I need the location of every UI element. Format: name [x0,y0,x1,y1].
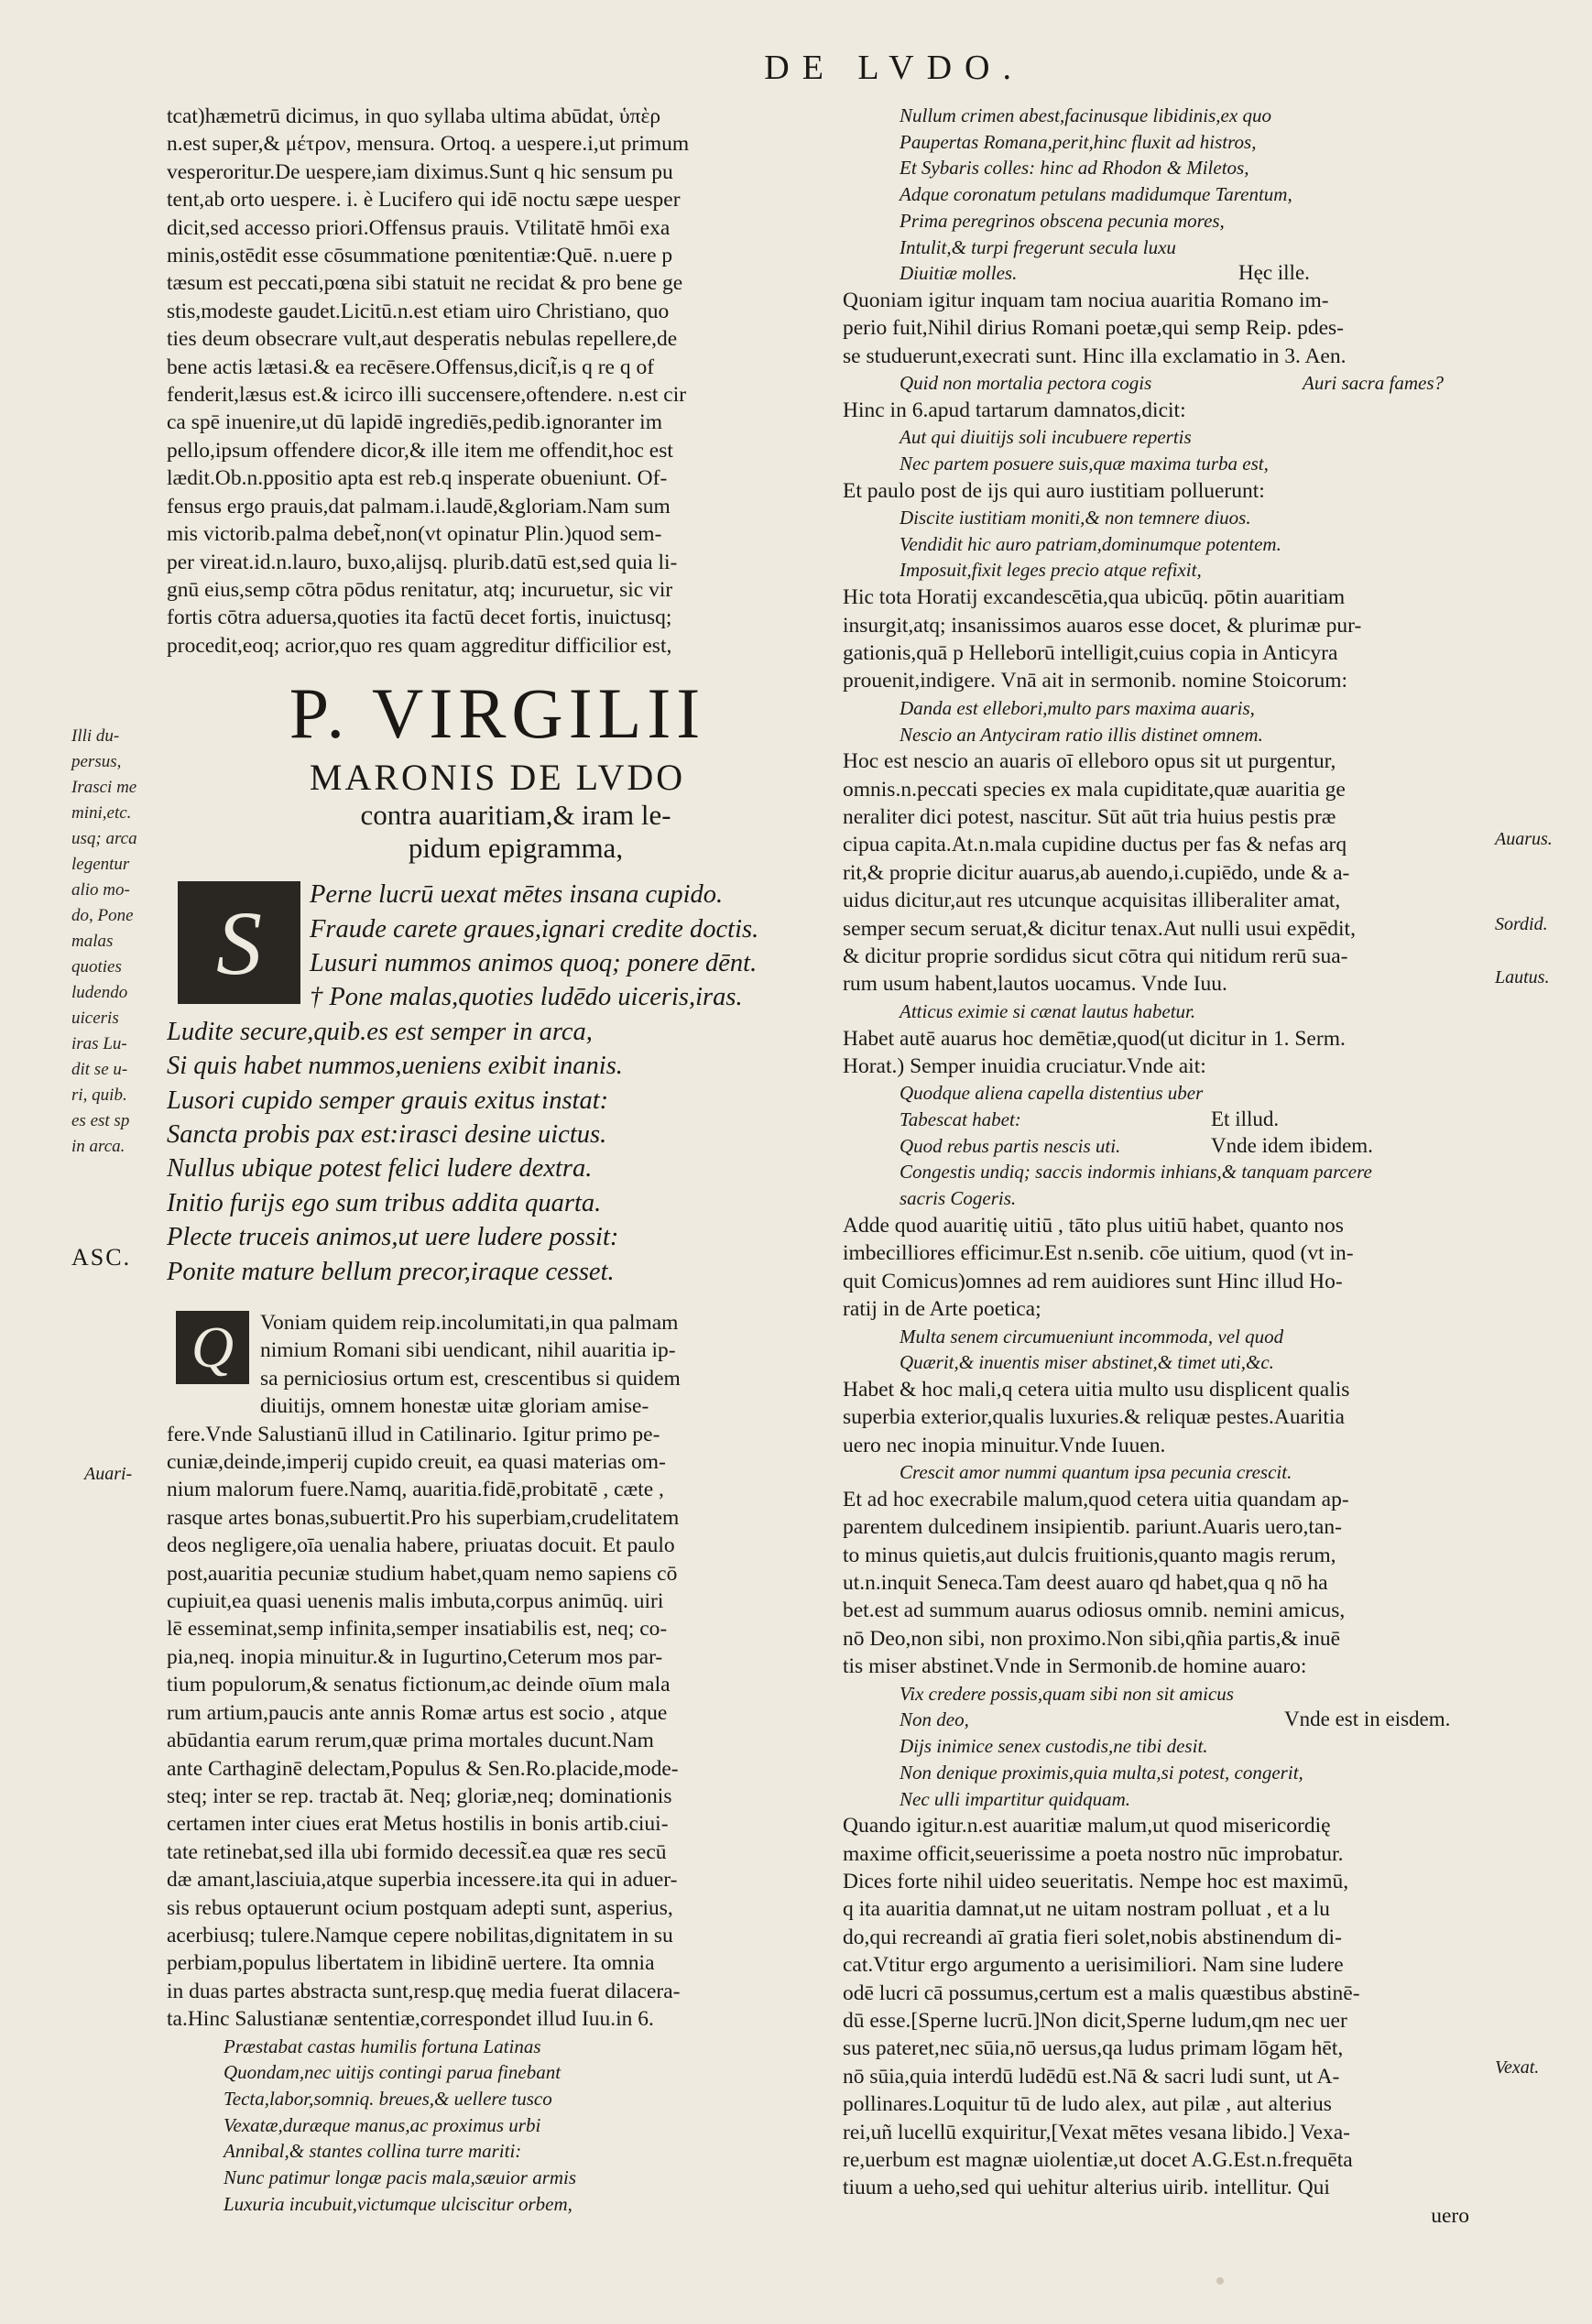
quoted-verse: Quærit,& inuentis miser abstinet,& timet uti,&c. [900,1351,1274,1374]
text-line: tium populorum,& senatus fictionum,ac deinde oīum mala [167,1673,671,1697]
quoted-verse: Annibal,& stantes collina turre mariti: [224,2140,522,2163]
text-line: uidus dicitur,aut res utcunque acquisitas illiberaliter amat, [843,889,1341,913]
text-line: maxime officit,seuerissime a poeta nostro nūc improbatur. [843,1841,1344,1866]
quoted-verse: Diuitiæ molles. [900,262,1018,285]
attribution: Vnde est in eisdem. [1284,1708,1451,1731]
text-line: stis,modeste gaudet.Licitū.n.est etiam uiro Christiano, quo [167,299,670,323]
epigram-subtitle-line: contra auaritiam,& iram le- [360,799,671,832]
text-line: neraliter dici potest, nascitur. Sūt aūt tria huius pestis præ [843,805,1336,830]
margin-note-line: alio mo- [71,880,130,900]
text-line: perbiam,populus libertatem in libidinē uertere. Ita omnia [167,1951,655,1976]
quoted-verse: Crescit amor nummi quantum ipsa pecunia crescit. [900,1461,1292,1484]
quoted-verse: Luxuria incubuit,victumque ulciscitur orbem, [224,2192,572,2215]
text-line: rum artium,paucis ante annis Romæ artus est socio , atque [167,1700,668,1725]
text-line: insurgit,atq; insanissimos auaros esse docet, & plurimæ pur- [843,613,1362,638]
text-line: Et ad hoc execrabile malum,quod cetera uitia quandam ap- [843,1487,1349,1511]
text-line: nium malorum fuere.Namq, auaritia.fidē,probitatē , cæte , [167,1478,664,1502]
text-line: ratij in de Arte poetica; [843,1297,1041,1322]
quoted-verse: Nescio an Antyciram ratio illis distinet omnem. [900,723,1263,746]
margin-note-line: uiceris [71,1009,119,1028]
running-head: DE LVDO. [764,49,1024,87]
margin-note-line: legentur [71,855,130,874]
text-line: do,qui recreandi aī gratia fieri solet,nobis abstinendum di- [843,1925,1342,1949]
text-line: imbecilliores efficimur.Est n.senib. cōe uitium, quod (vt in- [843,1241,1354,1266]
quoted-verse: Prima peregrinos obscena pecunia mores, [900,209,1225,232]
quoted-verse: Danda est ellebori,multo pars maxima auaris, [900,696,1255,719]
quoted-verse: Nunc patimur longæ pacis mala,sæuior armis [224,2166,577,2189]
decorated-initial-s: S [178,881,300,1004]
epigram-subtitle-line: pidum epigramma, [408,832,624,865]
quoted-verse: Nec partem posuere suis,quæ maxima turba est, [900,452,1269,475]
text-line: quit Comicus)omnes ad rem auidiores sunt Hinc illud Ho- [843,1269,1343,1293]
text-line: Quoniam igitur inquam tam nociua auaritia Romano im- [843,288,1329,312]
text-line: ties deum obsecrare vult,aut desperatis nebulas repellere,de [167,327,678,352]
text-line: per vireat.id.n.lauro, buxo,alijsq. plurib.datū est,sed quia li- [167,550,678,574]
text-line: ut.n.inquit Seneca.Tam deest auaro qd habet,qua q nō ha [843,1571,1328,1596]
text-line: pia,neq. inopia minuitur.& in Iugurtino,Ceterum mos par- [167,1644,663,1669]
attribution: Et illud. [1211,1107,1280,1131]
text-line: cuniæ,deinde,imperij cupido creuit, ea quasi materias om- [167,1450,666,1475]
quoted-verse-row [843,260,1486,287]
catchword: uero [1431,2203,1469,2228]
text-line: pello,ipsum offendere dicor,& ille item me offendit,hoc est [167,438,673,463]
text-line: q ita auaritia damnat,ut ne uitam nostram polluat , et a lu [843,1897,1330,1922]
quoted-verse: Aut qui diuitijs soli incubuere repertis [900,426,1192,449]
text-line: prouenit,indigere. Vnā ait in sermonib. nomine Stoicorum: [843,669,1348,693]
margin-note-line: Illi du- [71,726,120,746]
margin-note-line: es est sp [71,1111,130,1130]
text-line: rei,uñ lucellū exquiritur,[Vexat mētes vesana libido.] Vexa- [843,2120,1350,2144]
epigram-title: P. VIRGILII [289,673,706,754]
right-column [843,103,1486,2230]
text-line: tiuum a ueho,sed qui uehitur alterius uirib. intellitur. Qui [843,2176,1330,2200]
margin-note-line: Irasci me [71,778,137,797]
text-line: nimium Romani sibi uendicant, nihil auaritia ip- [260,1338,676,1363]
page-speck [1216,2277,1224,2285]
text-line: Hinc in 6.apud tartarum damnatos,dicit: [843,398,1186,422]
text-line: & dicitur proprie sordidus sicut cōtra qui nitidum rerū sua- [843,944,1348,969]
text-line: dicit,sed accesso priori.Offensus prauis. Vtilitatē hmōi exa [167,215,671,240]
text-line: fortis cōtra aduersa,quoties ita factū decet fortis, inuictusq; [167,606,672,630]
poem-line: Lusuri nummos animos quoq; ponere dēnt. [310,948,758,977]
text-line: lē esseminat,semp infinita,semper insatiabilis est, neq; co- [167,1617,668,1642]
margin-avari: Auari- [84,1464,133,1484]
quoted-verse-row [843,370,1486,397]
text-line: rit,& proprie dicitur auarus,ab auendo,i.cupiēdo, unde & a- [843,860,1350,885]
text-line: re,uerbum est magnæ uiolentiæ,ut docet A.G.Est.n.frequēta [843,2148,1353,2173]
text-line: bet.est ad summum auarus odiosus omnib. nemini amicus, [843,1598,1346,1623]
quoted-verse-row [843,1133,1486,1160]
text-line: dæ amant,lasciuia,atque superbia incessere.ita qui in aduer- [167,1868,678,1893]
quoted-verse: Quodque aliena capella distentius uber [900,1082,1204,1105]
poem-line: Plecte truceis animos,ut uere ludere possit: [167,1223,619,1252]
text-line: procedit,eoq; acrior,quo res quam aggreditur difficilior est, [167,633,672,658]
text-line: Horat.) Semper inuidia cruciatur.Vnde ait: [843,1053,1206,1078]
text-line: sis rebus optauerunt ocium postquam adepti sunt, asperius, [167,1895,673,1920]
poem-line: † Pone malas,quoties ludēdo uiceris,iras. [310,983,743,1012]
quoted-verse: Vexatæ,duræque manus,ac proximus urbi [224,2113,541,2136]
text-line: Et paulo post de ijs qui auro iustitiam polluerunt: [843,478,1265,503]
poem-line: Perne lucrū uexat mētes insana cupido. [310,880,724,910]
left-margin-notes [71,724,163,1160]
text-line: semper secum seruat,& dicitur tenax.Aut nulli usui expēdit, [843,916,1356,941]
text-line: omnis.n.peccati species ex mala cupiditate,quæ auaritia ge [843,777,1346,802]
quoted-verse: Quondam,nec uitijs contingi parua finebant [224,2061,562,2084]
text-line: ca spē inuenire,ut dū lapidē ingrediēs,pedib.ignoranter im [167,410,662,435]
text-line: to minus quietis,aut dulcis fruitionis,quanto magis rerum, [843,1543,1336,1567]
quoted-verse-row [843,1107,1486,1133]
text-line: sa perniciosius ortum est, crescentibus si quidem [260,1366,681,1391]
text-line: diuitijs, omnem honestæ uitæ gloriam amise- [260,1394,649,1419]
text-line: vesperoritur.De uespere,iam diximus.Sunt q hic sensum pu [167,159,673,184]
text-line: tæsum est peccati,pœna sibi statuit ne recidat & pro bene ge [167,271,683,296]
margin-note-line: iras Lu- [71,1034,127,1053]
text-line: nō sūia,quia interdū ludēdū est.Nā & sacri ludi sunt, ut A- [843,2064,1340,2089]
decorated-initial-q: Q [176,1311,249,1384]
quoted-verse: Præstabat castas humilis fortuna Latinas [224,2035,541,2057]
text-line: Hoc est nescio an auaris oī elleboro opus sit ut purgentur, [843,749,1336,774]
text-line: fensus ergo prauis,dat palmam.i.laudē,&gloriam.Nam sum [167,494,671,518]
text-line: sus pateret,nec sūia,nō uersus,qa ludus primam lōgam hēt, [843,2036,1344,2061]
quoted-verse: Et Sybaris colles: hinc ad Rhodon & Miletos, [900,157,1249,180]
text-line: Hic tota Horatij excandescētia,qua ubicūq. pōtin auaritiam [843,585,1346,610]
text-line: tate retinebat,sed illa ubi formido decessit̃.ea quæ res secū [167,1839,667,1864]
quoted-verse: Multa senem circumueniunt incommoda, vel quod [900,1325,1284,1347]
margin-note-line: do, Pone [71,906,134,925]
poem-line: Fraude carete graues,ignari credite doctis. [310,914,759,944]
text-line: odē lucri cā possumus,certum est a malis quæstibus abstinē- [843,1980,1360,2005]
quoted-verse: Quid non mortalia pectora cogis [900,372,1152,395]
text-line: cat.Vtitur ergo argumento a uerisimiliori. Nam sine ludere [843,1953,1344,1978]
text-line: rasque artes bonas,subuertit.Pro his superbiam,crudelitatem [167,1505,680,1530]
margin-note-line: usq; arca [71,829,137,848]
poem-line: Si quis habet nummos,ueniens exibit inanis. [167,1052,623,1081]
margin-lautus: Lautus. [1495,967,1550,987]
text-line: deos negligere,oīa uenalia habere, priuatas docuit. Et paulo [167,1533,675,1558]
text-line: acerbiusq; tulere.Namque cepere nobilitas,dignitatem in su [167,1923,673,1948]
quoted-verse: Atticus eximie si cænat lautus habetur. [900,999,1196,1022]
poem-line: Ludite secure,quib.es est semper in arca, [167,1017,593,1046]
epigram-poem [167,878,828,1289]
poem-line: Ponite mature bellum precor,iraque cesset. [167,1257,615,1286]
text-line: tis miser abstinet.Vnde in Sermonib.de homine auaro: [843,1654,1307,1679]
margin-note-line: dit se u- [71,1060,128,1079]
text-line: Dices forte nihil uideo seueritatis. Nempe hoc est maximū, [843,1870,1349,1894]
poem-line: Nullus ubique potest felici ludere dextra. [167,1154,593,1184]
quoted-verse: Auri sacra fames? [1303,372,1444,395]
text-line: cipua capita.At.n.mala cupidine ductus per fas & nefas arq [843,833,1347,857]
attribution: Vnde idem ibidem. [1211,1133,1373,1157]
margin-auarus: Auarus. [1495,829,1553,849]
quoted-verse: Nullum crimen abest,facinusque libidinis,ex quo [900,104,1271,126]
quoted-verse-row [843,1707,1486,1733]
quoted-verse: Imposuit,fixit leges precio atque refixit, [900,559,1202,582]
text-line: Habet & hoc mali,q cetera uitia multo usu displicent qualis [843,1377,1350,1402]
margin-note-line: in arca. [71,1137,125,1156]
text-line: Voniam quidem reip.incolumitati,in qua palmam [260,1311,679,1335]
text-line: steq; inter se rep. tractab āt. Neq; gloriæ,neq; dominationis [167,1784,672,1808]
text-line: gnū eius,semp cōtra pōdus renitatur, atq; incuruetur, sic vir [167,577,673,602]
text-line: abūdantia earum rerum,quæ prima mortales ducunt.Nam [167,1729,654,1753]
margin-asc: ASC. [71,1244,132,1271]
text-line: in duas partes abstracta sunt,resp.quę media fuerat dilacera- [167,1979,681,2003]
margin-note-line: ludendo [71,983,128,1002]
text-line: fenderit,læsus est.& icirco illi succensere,oftendere. n.est cir [167,383,687,408]
text-line: post,auaritia pecuniæ studium habet,quam nemo sapiens cō [167,1561,678,1586]
margin-note-line: mini,etc. [71,803,132,823]
quoted-verse: Intulit,& turpi fregerunt secula luxu [900,235,1176,258]
quoted-verse: Non deo, [900,1708,969,1731]
margin-sordid: Sordid. [1495,914,1548,934]
quoted-verse: Quod rebus partis nescis uti. [900,1134,1121,1157]
quoted-verse: Non denique proximis,quia multa,si potest, congerit, [900,1761,1303,1784]
left-column [167,103,828,2217]
poem-line: Sancta probis pax est:irasci desine uictus. [167,1119,607,1149]
quoted-verse: Nec ulli impartitur quidquam. [900,1787,1130,1810]
text-line: mis victorib.palma debet̃,non(vt opinatur Plin.)quod sem- [167,522,662,547]
text-line: bene actis lætasi.& ea recēsere.Offensus,dicit̃,is q re q of [167,355,655,379]
text-line: ante Carthaginē delectam,Populus & Sen.Ro.placide,mode- [167,1756,679,1781]
quoted-verse: Tabescat habet: [900,1108,1021,1131]
text-line: uero nec inopia minuitur.Vnde Iuuen. [843,1433,1166,1457]
text-line: Quando igitur.n.est auaritiæ malum,ut quod misericordię [843,1814,1331,1838]
text-line: gationis,quā p Helleborū intelligit,cuius copia in Anticyra [843,640,1338,665]
poem-line: Lusori cupido semper grauis exitus instat: [167,1086,609,1115]
text-line: n.est super,& μέτρον, mensura. Ortoq. a uespere.i,ut primum [167,132,690,157]
quoted-verse: Paupertas Romana,perit,hinc fluxit ad histros, [900,130,1257,153]
text-line: pollinares.Loquitur tū de ludo alex, aut pilæ , aut alterius [843,2092,1332,2117]
margin-note-line: ri, quib. [71,1086,127,1105]
text-line: se studuerunt,execrati sunt. Hinc illa exclamatio in 3. Aen. [843,344,1347,368]
text-line: Habet autē auarus hoc demētiæ,quod(ut dicitur in 1. Serm. [843,1026,1346,1051]
commentary-intro [167,103,828,660]
text-line: superbia exterior,qualis luxuries.& reliquæ pestes.Auaritia [843,1405,1345,1430]
text-line: parentem dulcedinem insipientib. pariunt.Auaris uero,tan- [843,1515,1342,1540]
text-line: ta.Hinc Salustianæ sententiæ,correspondet illud Iuu.in 6. [167,2007,654,2032]
text-line: dū esse.[Sperne lucrū.]Non dicit,Sperne ludum,qm nec uer [843,2009,1347,2034]
quoted-verse: Congestis undiq; saccis indormis inhians,& tanquam parcere [900,1161,1372,1184]
text-line: tent,ab orto uespere. i. è Lucifero qui idē noctu sæpe uesper [167,188,681,213]
text-line: certamen inter ciues erat Metus hostilis in bonis artib.ciui- [167,1812,669,1837]
text-line: tcat)hæmetrū dicimus, in quo syllaba ultima abūdat, ὑπὲρ [167,104,661,128]
margin-note-line: persus, [71,752,122,771]
commentary-ascensius [167,1309,828,2217]
text-line: Adde quod auaritię uitiū , tāto plus uitiū habet, quanto nos [843,1213,1344,1238]
attribution: Hęc ille. [1238,261,1310,285]
quoted-verse: Adque coronatum petulans madidumque Tarentum, [900,183,1292,206]
text-line: nō Deo,non sibi, non proximo.Non sibi,qñia partis,& inuē [843,1626,1341,1651]
quoted-verse: Dijs inimice senex custodis,ne tibi desit. [900,1735,1208,1758]
text-line: cupiuit,ea quasi uenenis malis imbuta,corpus animūq. uiri [167,1589,664,1614]
margin-vexat: Vexat. [1495,2057,1540,2078]
text-line: lædit.Ob.n.ppositio apta est reb.q insperate obueniunt. Of- [167,466,668,491]
quoted-verse: Vix credere possis,quam sibi non sit amicus [900,1682,1234,1705]
poem-line: Initio furijs ego sum tribus addita quarta. [167,1188,602,1217]
quoted-verse: Discite iustitiam moniti,& non temnere diuos. [900,507,1251,529]
text-line: minis,ostēdit esse cōsummatione pœnitentiæ:Quē. n.uere p [167,244,673,268]
text-line: perio fuit,Nihil dirius Romani poetæ,qui semp Reip. pdes- [843,316,1344,341]
margin-note-line: malas [71,932,114,951]
quoted-verse: Vendidit hic auro patriam,dominumque potentem. [900,532,1281,555]
quoted-verse: Tecta,labor,somniq. breues,& uellere tusco [224,2087,552,2110]
margin-note-line: quoties [71,957,122,977]
text-line: fere.Vnde Salustianū illud in Catilinario. Igitur primo pe- [167,1422,660,1446]
epigram-subtitle: MARONIS DE LVDO [309,757,686,799]
quoted-verse: sacris Cogeris. [900,1187,1017,1210]
text-line: rum usum habent,lautos uocamus. Vnde Iuu. [843,972,1227,997]
